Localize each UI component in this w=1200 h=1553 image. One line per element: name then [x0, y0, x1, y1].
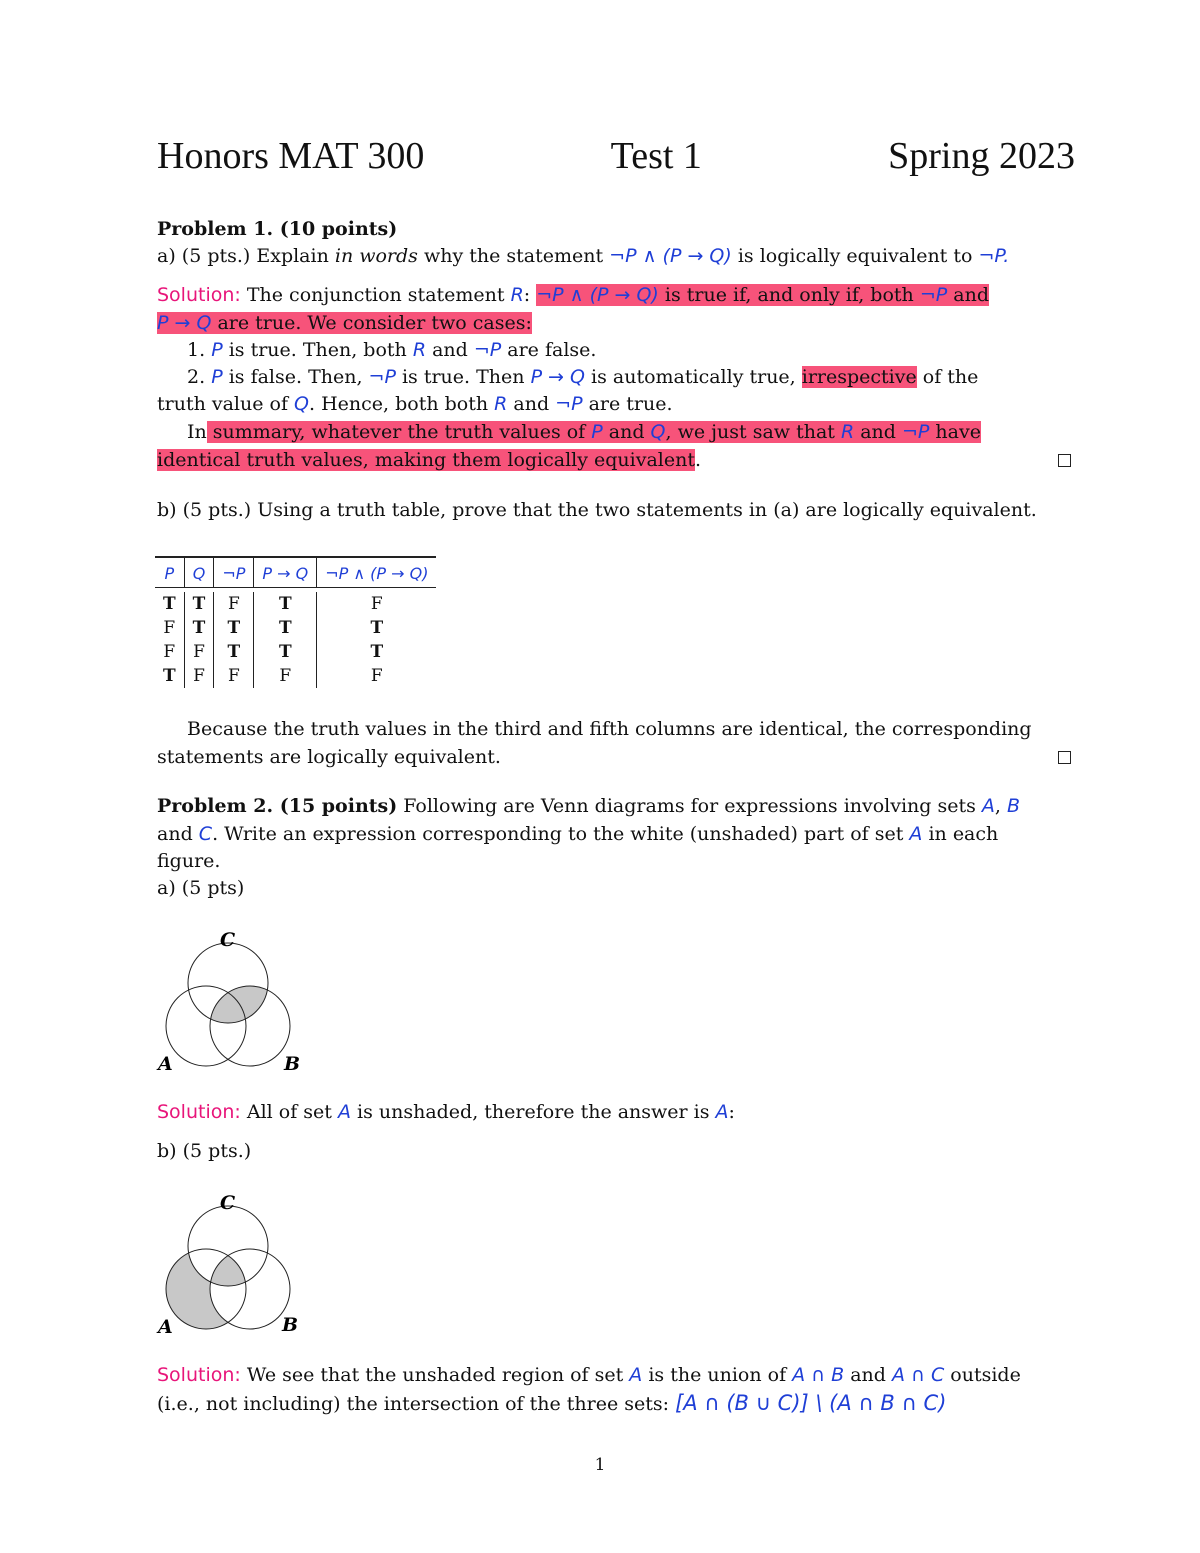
table-row: T T F T F [155, 592, 436, 616]
problem-2-intro-line3: figure. [157, 850, 221, 872]
qed-box-icon [1058, 454, 1071, 467]
summary-line1: In summary, whatever the truth values of P and Q, we just saw that R and ¬P have [187, 421, 981, 443]
table-row: T F F F F [155, 664, 436, 688]
term-title: Spring 2023 [888, 135, 1075, 177]
solution-label: Solution: [157, 1364, 241, 1386]
qed-box-icon [1058, 751, 1071, 764]
table-header: ¬P ∧ (P → Q) [325, 564, 429, 583]
conclusion-line2: statements are logically equivalent. [157, 746, 501, 768]
venn-label-a: A [158, 1316, 173, 1338]
page-header [157, 134, 1075, 178]
venn-label-c: C [220, 929, 236, 951]
page-number: 1 [594, 1455, 606, 1475]
problem-2-intro-line2: and C. Write an expression corresponding to the white (unshaded) part of set A in each [157, 823, 999, 845]
case-1: 1. P is true. Then, both R and ¬P are false. [187, 339, 597, 361]
venn-label-a: A [158, 1053, 173, 1075]
problem-1a-statement: a) (5 pts.) Explain in words why the statement ¬P ∧ (P → Q) is logically equivalent to ¬P. [157, 245, 1010, 267]
test-title: Test 1 [610, 135, 702, 177]
highlight: P → Q are true. We consider two cases: [157, 312, 532, 334]
venn-label-b: B [284, 1053, 301, 1075]
highlight: identical truth values, making them logically equivalent [157, 449, 696, 471]
venn-diagram-b [150, 1183, 320, 1343]
table-row: F F T T T [155, 640, 436, 664]
table-header: P [155, 557, 184, 588]
solution-label: Solution: [157, 1101, 241, 1123]
table-header: P → Q [254, 557, 317, 588]
table-header-row [155, 557, 436, 588]
table-row: F T T T T [155, 616, 436, 640]
problem-2b-label: b) (5 pts.) [157, 1140, 252, 1162]
highlight: irrespective [801, 366, 917, 388]
venn-diagram-a [150, 920, 320, 1080]
highlight: ¬P ∧ (P → Q) is true if, and only if, both ¬P and [536, 284, 989, 306]
table-header: ¬P [214, 557, 254, 588]
table-header: Q [184, 557, 214, 588]
problem-2-intro-line1: Problem 2. (15 points) Following are Venn diagrams for expressions involving sets A, B [157, 795, 1021, 817]
venn-label-c: C [220, 1192, 236, 1214]
p2b-solution-line1: Solution: We see that the unshaded region of set A is the union of A ∩ B and A ∩ C outside [157, 1364, 1021, 1386]
p1-solution-line2 [157, 312, 1075, 334]
conclusion-line1: Because the truth values in the third and fifth columns are identical, the corresponding [187, 718, 1032, 740]
problem-1b-statement: b) (5 pts.) Using a truth table, prove that the two statements in (a) are logically equivalent. [157, 499, 1037, 521]
problem-1-title: Problem 1. (10 points) [157, 218, 398, 240]
course-title: Honors MAT 300 [157, 135, 425, 177]
problem-2a-label: a) (5 pts) [157, 877, 245, 899]
truth-table [155, 556, 436, 688]
p1-solution-line1: Solution: The conjunction statement R: ¬P ∧ (P → Q) is true if, and only if, both ¬P and [157, 284, 989, 306]
highlight: summary, whatever the truth values of P and Q, we just saw that R and ¬P have [206, 421, 981, 443]
summary-line2: identical truth values, making them logically equivalent. [157, 449, 702, 471]
solution-label: Solution: [157, 284, 241, 306]
venn-label-b: B [282, 1314, 299, 1336]
case-2: 2. P is false. Then, ¬P is true. Then P → Q is automatically true, irrespective of the [187, 366, 979, 388]
p2a-solution: Solution: All of set A is unshaded, therefore the answer is A: [157, 1101, 735, 1123]
case-2-line2: truth value of Q. Hence, both both R and ¬P are true. [157, 393, 673, 415]
problem-2-title: Problem 2. (15 points) [157, 795, 398, 817]
p2b-solution-line2: (i.e., not including) the intersection of the three sets: [A ∩ (B ∪ C)] \ (A ∩ B ∩ C) [157, 1391, 947, 1415]
answer-expression: [A ∩ (B ∪ C)] \ (A ∩ B ∩ C) [675, 1391, 947, 1415]
